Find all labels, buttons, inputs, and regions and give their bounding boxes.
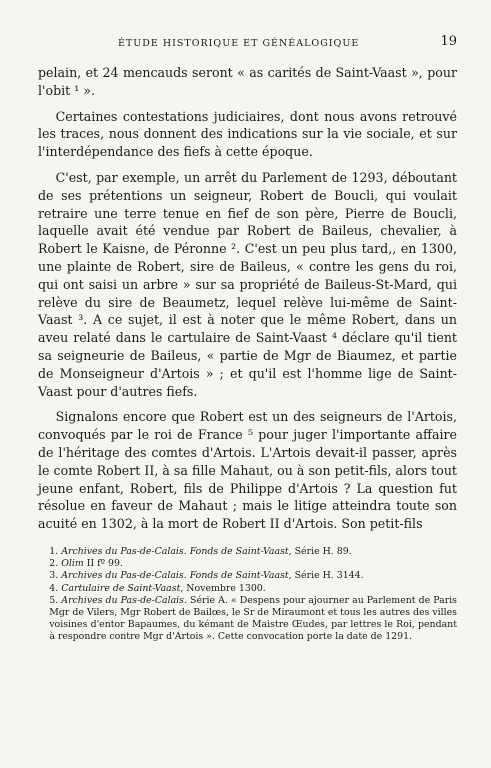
footnote-3 xyxy=(38,570,457,582)
footnotes xyxy=(38,546,457,644)
footnote-source: Archives du Pas-de-Calais. Fonds de Saint-Vaast, xyxy=(61,545,292,557)
footnote-detail: Novembre 1300. xyxy=(183,582,266,594)
paragraph-1: pelain, et 24 mencauds seront « as carités de Saint-Vaast », pour l'obit ¹ ». xyxy=(38,65,457,98)
footnote-5 xyxy=(38,595,457,644)
footnote-source: Archives du Pas-de-Calais. Fonds de Saint-Vaast, xyxy=(61,570,292,582)
paragraph-3: C'est, par exemple, un arrêt du Parlement de 1293, déboutant de ses prétentions un seigneur, Robert de Boucli, qui voulait retraire une terre tenue en fief de son père, Pierre de Boucli, laquelle avait été vendue par Robert de Baileus, chevalier, à Robert le Kaisne, de Péronne ². C'est un peu plus tard,, en 1300, une plainte de Robert, sire de Baileus, « contre les gens du roi, qui ont saisi un arbre » sur sa propriété de Baileus-St-Mard, qui relève du sire de Beaumetz, lequel relève lui-même de Saint-Vaast ³. A ce sujet, il est à noter que le même Robert, dans un aveu relaté dans le cartulaire de Saint-Vaast ⁴ déclare qu'il tient sa seigneurie de Baileus, « partie de Mgr de Biaumez, et partie de Monseigneur d'Artois » ; et qu'il est l'homme lige de Saint-Vaast pour d'autres fiefs. xyxy=(38,169,457,399)
paragraph-2: Certaines contestations judiciaires, dont nous avons retrouvé les traces, nous donnent des indications sur la vie sociale, et sur l'interdépendance des fiefs à cette époque. xyxy=(38,108,457,160)
footnote-source: Archives du Pas-de-Calais. xyxy=(61,594,187,606)
footnote-detail: Série A. « Despens pour ajourner au Parlement de Paris Mgr de Vilers, Mgr Robert de Bailœs, le Sr de Miraumont et tous les autres des villes voisines d'entor Bapaumes, du kémant de Maistre Œudes, par lettres le Roi, pendant à respondre contre Mgr d'Artois ». Cette convocation porte la date de 1291. xyxy=(49,594,457,643)
footnote-detail: Série H. 3144. xyxy=(291,570,364,582)
page-number: 19 xyxy=(440,34,457,49)
main-text xyxy=(38,64,457,533)
footnote-number: 5. xyxy=(49,594,59,606)
running-title: ÉTUDE HISTORIQUE ET GÉNÉALOGIQUE xyxy=(118,38,360,49)
footnote-number: 2. xyxy=(49,558,59,570)
footnote-1 xyxy=(38,546,457,558)
footnote-number: 3. xyxy=(49,570,59,582)
footnote-4 xyxy=(38,583,457,595)
footnote-source: Olim xyxy=(61,558,84,570)
footnote-number: 4. xyxy=(49,582,59,594)
book-page xyxy=(38,34,457,644)
footnote-source: Cartulaire de Saint-Vaast, xyxy=(61,582,184,594)
footnote-2 xyxy=(38,558,457,570)
paragraph-4: Signalons encore que Robert est un des seigneurs de l'Artois, convoqués par le roi de France ⁵ pour juger l'importante affaire de l'héritage des comtes d'Artois. L'Artois devait-il passer, après le comte Robert II, à sa fille Mahaut, ou à son petit-fils, alors tout jeune enfant, Robert, fils de Philippe d'Artois ? La question fut résolue en faveur de Mahaut ; mais le litige atteindra toute son acuité en 1302, à la mort de Robert II d'Artois. Son petit-fils xyxy=(38,409,457,532)
footnote-detail: II fº 99. xyxy=(83,558,123,570)
footnote-number: 1. xyxy=(49,545,59,557)
footnote-detail: Série H. 89. xyxy=(291,545,352,557)
running-header xyxy=(38,34,457,54)
